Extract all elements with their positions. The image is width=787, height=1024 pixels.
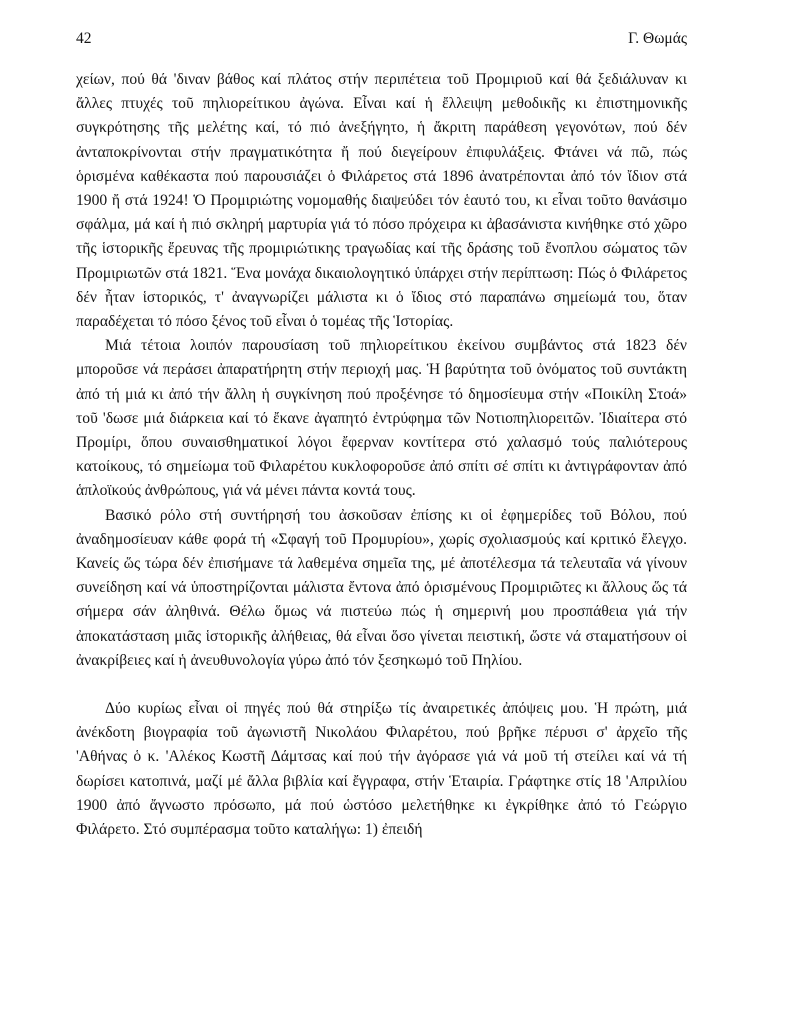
section-gap (76, 673, 687, 697)
page-number: 42 (76, 30, 92, 47)
page-header (76, 30, 687, 52)
paragraph: Βασικό ρόλο στή συντήρησή του ἀσκοῦσαν ἐπίσης κι οἱ ἐφημερίδες τοῦ Βόλου, πού ἀναδημοσίευαν κάθε φορά τή «Σφαγή τοῦ Προμυρίου», χωρίς σχολιασμούς καί κριτικό ἔλεγχο. Κανείς ὥς τώρα δέν ἐπισήμανε τά λαθεμένα σημεῖα της, μέ ἀποτέλεσμα τά τελευταῖα νά γίνουν συνείδηση καί νά ὑποστηρίζονται μάλιστα ἔντονα ἀπό ὁρισμένους Προμιριῶτες κι ἄλλους ὥς τά σήμερα σάν ἀληθινά. Θέλω ὅμως νά πιστεύω πώς ἡ σημερινή μου προσπάθεια γιά τήν ἀποκατάσταση μιᾶς ἱστορικῆς ἀλήθειας, θά εἶναι ὅσο γίνεται πειστική, ὥστε νά σταματήσουν οἱ ἀνακρίβειες καί ἡ ἀνευθυνολογία γύρω ἀπό τόν ξεσηκωμό τοῦ Πηλίου. (76, 506, 687, 669)
paragraph-continued: χείων, πού θά 'διναν βάθος καί πλάτος στήν περιπέτεια τοῦ Προμιριοῦ καί θά ξεδιάλυναν κι ἄλλες πτυχές τοῦ πηλιορείτικου ἀγώνα. Εἶναι καί ἡ ἔλλειψη μεθοδικῆς κι ἐπιστημονικῆς συγκρότησης τῆς μελέτης καί, τό πιό ἀνεξήγητο, ἡ ἄκριτη παράθεση γεγονότων, πού δέν ἀνταποκρίνονται στήν πραγματικότητα ἤ πού διεγείρουν ἐπιφυλάξεις. Φτάνει νά πῶ, πώς ὁρισμένα καθέκαστα πού παρουσιάζει ὁ Φιλάρετος στά 1896 ἀνατρέπονται ἀπό τόν ἴδιον στά 1900 ἤ στά 1924! Ὁ Προμιριώτης νομομαθής διαψεύδει τόν ἑαυτό του, κι εἶναι τοῦτο θανάσιμο σφάλμα, μά καί ἡ πιό σκληρή μαρτυρία γιά τό πόσο πρόχειρα κι ἀβασάνιστα κινήθηκε στό χῶρο τῆς ἱστορικῆς ἔρευνας τῆς προμιριώτικης τραγωδίας καί τῆς δράσης τοῦ ἔνοπλου σώματος τῶν Προμιριωτῶν στά 1821. Ἕνα μονάχα δικαιολογητικό ὑπάρχει στήν περίπτωση: Πώς ὁ Φιλάρετος δέν ἦταν ἱστορικός, τ' ἀναγνωρίζει μάλιστα κι ὁ ἴδιος στό παραπάνω σημείωμά του, ὅταν παραδέχεται τό πόσο ξένος τοῦ εἶναι ὁ τομέας τῆς Ἱστορίας. (76, 71, 687, 331)
body-text (76, 68, 687, 842)
paragraph: Δύο κυρίως εἶναι οἱ πηγές πού θά στηρίξω τίς ἀναιρετικές ἀπόψεις μου. Ἡ πρώτη, μιά ἀνέκδοτη βιογραφία τοῦ ἀγωνιστῆ Νικολάου Φιλαρέτου, πού βρῆκε πέρυσι σ' ἀρχεῖο τῆς 'Αθήνας ὁ κ. 'Αλέκος Κωστῆ Δάμτσας καί πού τήν ἀγόρασε γιά νά μοῦ τή στείλει καί νά τή δωρίσει κατοπινά, μαζί μέ ἄλλα βιβλία καί ἔγγραφα, στήν Ἑταιρία. Γράφτηκε στίς 18 'Απριλίου 1900 ἀπό ἄγνωστο πρόσωπο, μά πού ὡστόσο μελετήθηκε κι ἐγκρίθηκε ἀπό τό Γεώργιο Φιλάρετο. Στό συμπέρασμα τοῦτο καταλήγω: 1) ἐπειδή (76, 700, 687, 839)
paragraph: Μιά τέτοια λοιπόν παρουσίαση τοῦ πηλιορείτικου ἐκείνου συμβάντος στά 1823 δέν μποροῦσε νά περάσει ἀπαρατήρητη στήν περιοχή μας. Ἡ βαρύτητα τοῦ ὀνόματος τοῦ συντάκτη ἀπό τή μιά κι ἀπό τήν ἄλλη ἡ συγκίνηση πού προξένησε τό δημοσίευμα στήν «Ποικίλη Στοά» τοῦ 'δωσε μιά διάρκεια καί τό ἔκανε ἀγαπητό ἐντρύφημα τῶν Νοτιοπηλιορειτῶν. Ἰδιαίτερα στό Προμίρι, ὅπου συναισθηματικοί λόγοι ἔφερναν κοντίτερα στό χαλασμό τούς παλιότερους κατοίκους, τό σημείωμα τοῦ Φιλαρέτου κυκλοφοροῦσε ἀπό σπίτι σέ σπίτι κι ἀντιγράφονταν ἀπό ἁπλοϊκούς ἀνθρώπους, γιά νά μένει πάντα κοντά τους. (76, 337, 687, 500)
running-header-author: Γ. Θωμάς (628, 30, 687, 47)
